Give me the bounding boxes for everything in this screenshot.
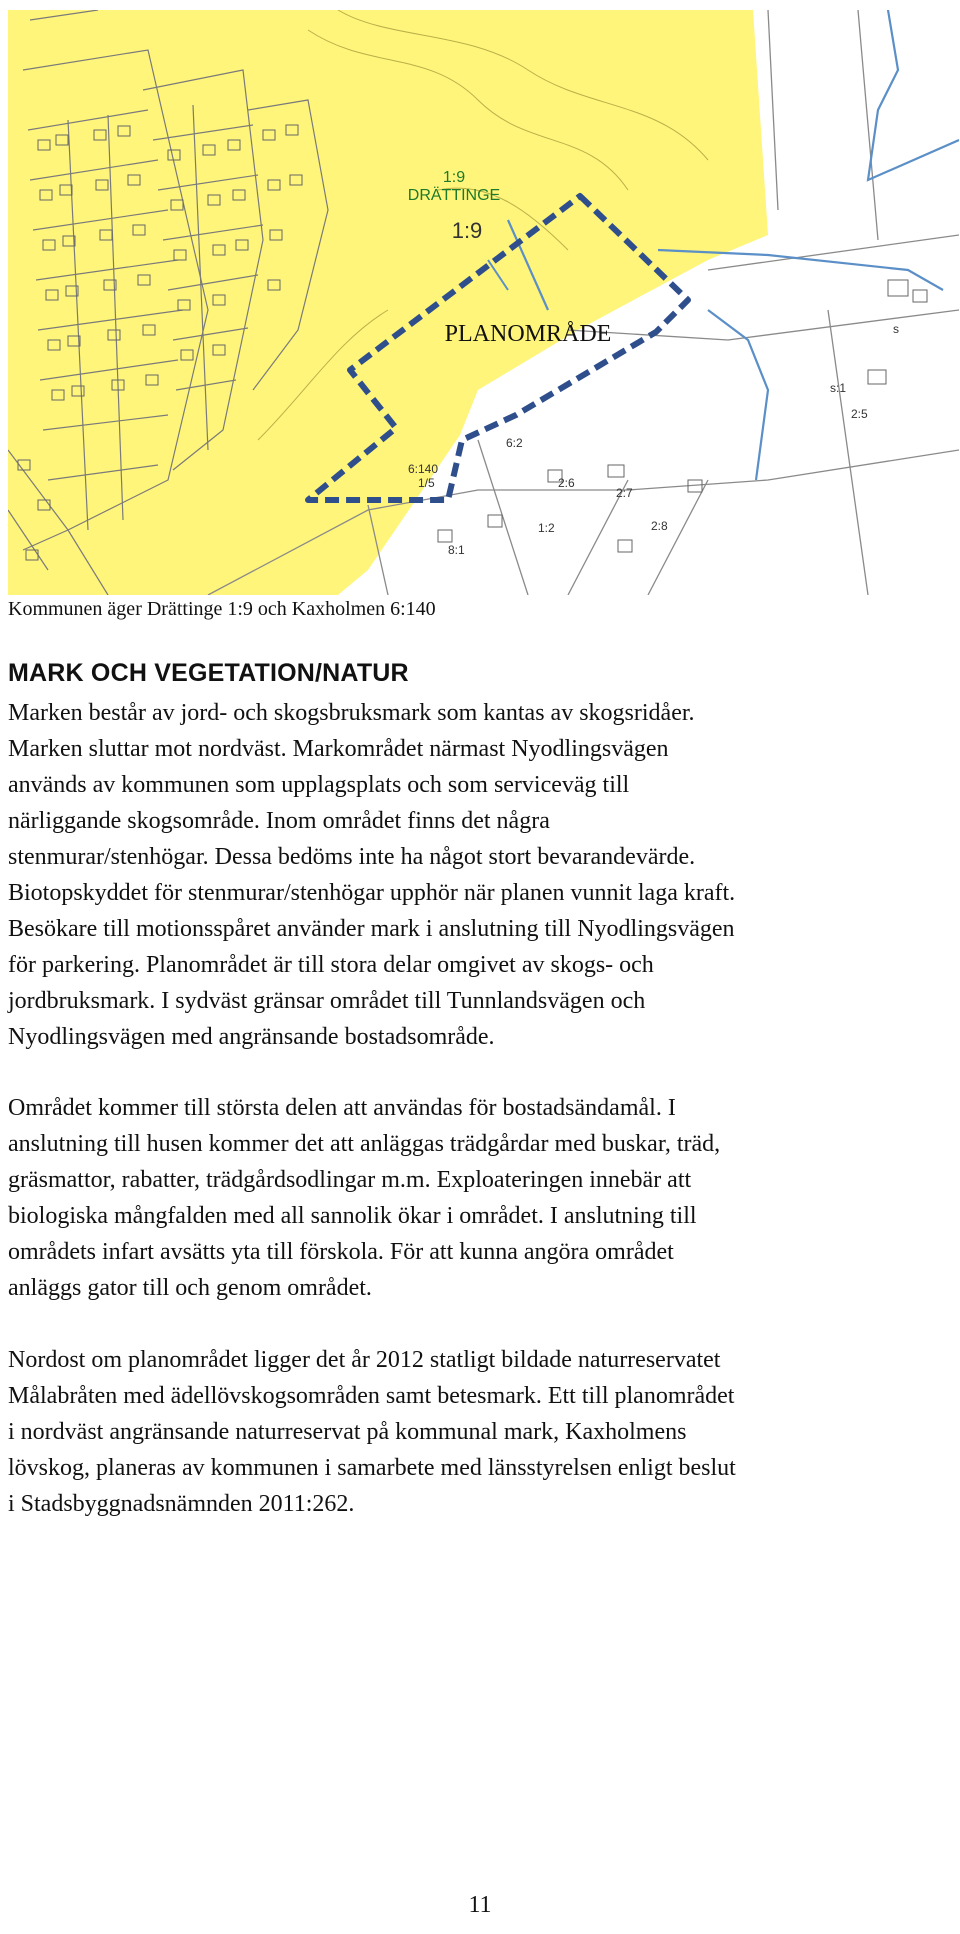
label-1-9: 1:9	[451, 218, 483, 243]
paragraph-line: Nordost om planområdet ligger det år 2012 statligt bildade naturreservatet	[8, 1347, 721, 1373]
map-drawing	[8, 10, 959, 595]
page-number: 11	[468, 1892, 492, 1918]
map-caption: Kommunen äger Drättinge 1:9 och Kaxholmen 6:140	[8, 598, 436, 620]
label-s-1: s:1	[830, 381, 847, 395]
label-drattinge: DRÄTTINGE	[407, 187, 501, 204]
label-2-7: 2:7	[616, 486, 633, 500]
paragraph-line: jordbruksmark. I sydväst gränsar området till Tunnlandsvägen och	[8, 988, 646, 1014]
section-heading: MARK OCH VEGETATION/NATUR	[8, 659, 409, 687]
paragraph-line: lövskog, planeras av kommunen i samarbete med länsstyrelsen enligt beslut	[8, 1455, 736, 1481]
label-1-9-fraction: 1:9	[442, 169, 466, 186]
paragraph-line: områdets infart avsätts yta till förskola. För att kunna angöra området	[8, 1239, 674, 1265]
paragraph-line: Målabråten med ädellövskogsområden samt betesmark. Ett till planområdet	[8, 1383, 735, 1409]
paragraph-line: Området kommer till största delen att användas för bostadsändamål. I	[8, 1095, 676, 1121]
label-2-5: 2:5	[851, 407, 868, 421]
label-6-140: 6:140	[408, 462, 439, 476]
label-6-2: 6:2	[506, 436, 523, 450]
label-2-8: 2:8	[651, 519, 668, 533]
paragraph-line: biologiska mångfalden med all sannolik ökar i området. I anslutning till	[8, 1203, 697, 1229]
paragraph-line: för parkering. Planområdet är till stora delar omgivet av skogs- och	[8, 952, 654, 978]
paragraph-line: Nyodlingsvägen med angränsande bostadsområde.	[8, 1024, 495, 1050]
paragraph-line: Besökare till motionsspåret använder mark i anslutning till Nyodlingsvägen	[8, 916, 735, 942]
paragraph-land-use	[8, 1090, 956, 1306]
paragraph-line: anslutning till husen kommer det att anläggas trädgårdar med buskar, träd,	[8, 1131, 721, 1157]
label-1-2: 1:2	[538, 521, 555, 535]
paragraph-line: i Stadsbyggnadsnämnden 2011:262.	[8, 1491, 355, 1517]
label-8-1: 8:1	[448, 543, 465, 557]
paragraph-line: Biotopskyddet för stenmurar/stenhögar upphör när planen vunnit laga kraft.	[8, 880, 736, 906]
label-2-6: 2:6	[558, 476, 575, 490]
paragraph-line: i nordväst angränsande naturreservat på kommunal mark, Kaxholmens	[8, 1419, 687, 1445]
paragraph-line: Marken sluttar mot nordväst. Markområdet närmast Nyodlingsvägen	[8, 736, 669, 762]
paragraph-line: anläggs gator till och genom området.	[8, 1275, 372, 1301]
paragraph-line: gräsmattor, rabatter, trädgårdsodlingar m.m. Exploateringen innebär att	[8, 1167, 692, 1193]
paragraph-nature-reserve	[8, 1342, 956, 1522]
paragraph-line: används av kommunen som upplagsplats och som serviceväg till	[8, 772, 630, 798]
paragraph-land-vegetation	[8, 695, 956, 1055]
label-s: s	[893, 322, 899, 336]
label-planomrade: PLANOMRÅDE	[444, 321, 612, 347]
property-map	[8, 10, 959, 595]
paragraph-line: närliggande skogsområde. Inom området finns det några	[8, 808, 550, 834]
label-1-5: 1/5	[418, 476, 435, 490]
paragraph-line: stenmurar/stenhögar. Dessa bedöms inte ha något stort bevarandevärde.	[8, 844, 696, 870]
paragraph-line: Marken består av jord- och skogsbruksmark som kantas av skogsridåer.	[8, 700, 695, 726]
